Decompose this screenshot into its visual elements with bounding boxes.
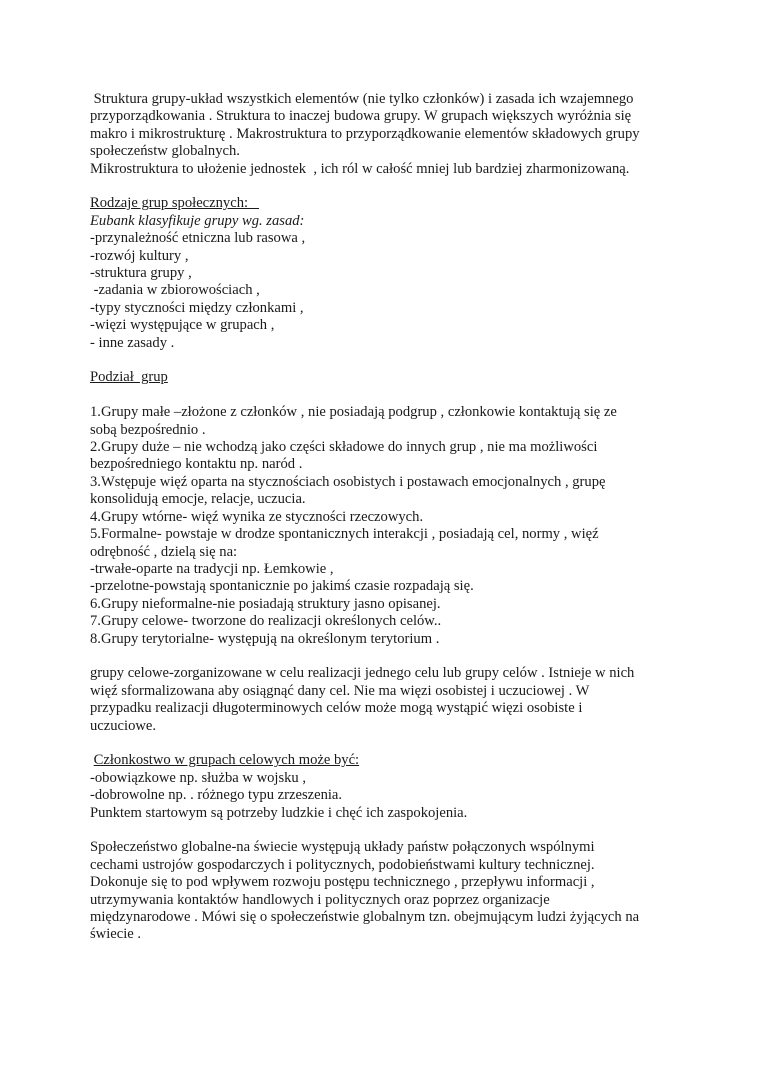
list-item: -struktura grupy ,	[90, 265, 192, 282]
list-item: -przynależność etniczna lub rasowa ,	[90, 230, 306, 247]
section-subheading: Eubank klasyfikuje grupy wg. zasad:	[90, 212, 305, 229]
text-line: Społeczeństwo globalne-na świecie występują układy państw połączonych wspólnymi	[90, 839, 595, 856]
text-line: Struktura grupy-układ wszystkich elementów (nie tylko członków) i zasada ich wzajemnego	[90, 91, 634, 107]
text-line: 1.Grupy małe –złożone z członków , nie posiadają podgrup , członkowie kontaktują się ze	[90, 404, 617, 421]
spacer	[90, 822, 680, 839]
intro-section	[90, 91, 680, 178]
text-line: konsolidują emocje, relacje, uczucia.	[90, 491, 306, 508]
text-line: społeczeństw globalnych.	[90, 143, 240, 160]
list-item: -typy styczności między członkami ,	[90, 299, 304, 316]
text-line: uczuciowe.	[90, 717, 157, 734]
text-line: bezpośredniego kontaktu np. naród .	[90, 456, 303, 473]
text-line: makro i mikrostrukturę . Makrostruktura to przyporządkowanie elementów składowych grupy	[90, 125, 640, 142]
text-line: więź sformalizowana aby osiągnąć dany cel. Nie ma więzi osobistej i uczuciowej . W	[90, 682, 590, 699]
section-heading: Rodzaje grup społecznych:	[90, 195, 259, 212]
goal-groups-section	[90, 665, 680, 735]
spacer	[90, 387, 680, 404]
text-line: 5.Formalne- powstaje w drodze spontanicznych interakcji , posiadają cel, normy , więź	[90, 526, 599, 543]
text-line: -trwałe-oparte na tradycji np. Łemkowie ,	[90, 560, 334, 577]
text-line: 4.Grupy wtórne- więź wynika ze styczności rzeczowych.	[90, 508, 424, 525]
list-item: -dobrowolne np. . różnego typu zrzeszenia.	[90, 787, 343, 804]
list-item: -obowiązkowe np. służba w wojsku ,	[90, 769, 307, 786]
text-line: świecie .	[90, 926, 142, 943]
text-line: grupy celowe-zorganizowane w celu realizacji jednego celu lub grupy celów . Istnieje w nich	[90, 665, 635, 682]
text-line: -przelotne-powstają spontanicznie po jakimś czasie rozpadają się.	[90, 578, 474, 595]
spacer	[90, 648, 680, 665]
text-line: przypadku realizacji długoterminowych celów może mogą wystąpić więzi osobiste i	[90, 700, 583, 717]
text-line: 6.Grupy nieformalne-nie posiadają struktury jasno opisanej.	[90, 595, 441, 612]
section-heading: Podział grup	[90, 369, 168, 386]
division-section	[90, 369, 680, 647]
text-line: sobą bezpośrednio .	[90, 421, 206, 438]
text-line: utrzymywania kontaktów handlowych i politycznych oraz poprzez organizacje	[90, 891, 550, 908]
membership-heading-line	[90, 752, 680, 769]
global-section	[90, 839, 680, 943]
text-line: 7.Grupy celowe- tworzone do realizacji określonych celów..	[90, 613, 442, 630]
text-line: odrębność , dzielą się na:	[90, 543, 238, 560]
spacer	[90, 352, 680, 369]
list-item: -więzi występujące w grupach ,	[90, 317, 275, 334]
section-heading: Członkostwo w grupach celowych może być:	[93, 752, 360, 769]
text-line: Dokonuje się to pod wpływem rozwoju postępu technicznego , przepływu informacji ,	[90, 874, 595, 891]
document-page	[90, 91, 680, 944]
text-line: 2.Grupy duże – nie wchodzą jako części składowe do innych grup , nie ma możliwości	[90, 439, 598, 456]
text-line: 3.Wstępuje więź oparta na stycznościach osobistych i postawach emocjonalnych , grupę	[90, 473, 606, 490]
text-line: przyporządkowania . Struktura to inaczej budowa grupy. W grupach większych wyróżnia się	[90, 108, 632, 125]
list-item: -zadania w zbiorowościach ,	[90, 282, 260, 299]
spacer	[90, 735, 680, 752]
text-line: Mikrostruktura to ułożenie jednostek , ich ról w całość mniej lub bardziej zharmonizowaną.	[90, 160, 630, 177]
text-line: cechami ustrojów gospodarczych i politycznych, podobieństwami kultury technicznej.	[90, 856, 595, 873]
text-line: międzynarodowe . Mówi się o społeczeństwie globalnym tzn. obejmującym ludzi żyjących na	[90, 909, 640, 925]
text-line: Punktem startowym są potrzeby ludzkie i chęć ich zaspokojenia.	[90, 804, 468, 821]
list-item: - inne zasady .	[90, 334, 175, 351]
types-section	[90, 195, 680, 352]
list-item: -rozwój kultury ,	[90, 247, 189, 264]
text-line: 8.Grupy terytorialne- występują na określonym terytorium .	[90, 630, 440, 647]
membership-section	[90, 752, 680, 822]
spacer	[90, 178, 680, 195]
